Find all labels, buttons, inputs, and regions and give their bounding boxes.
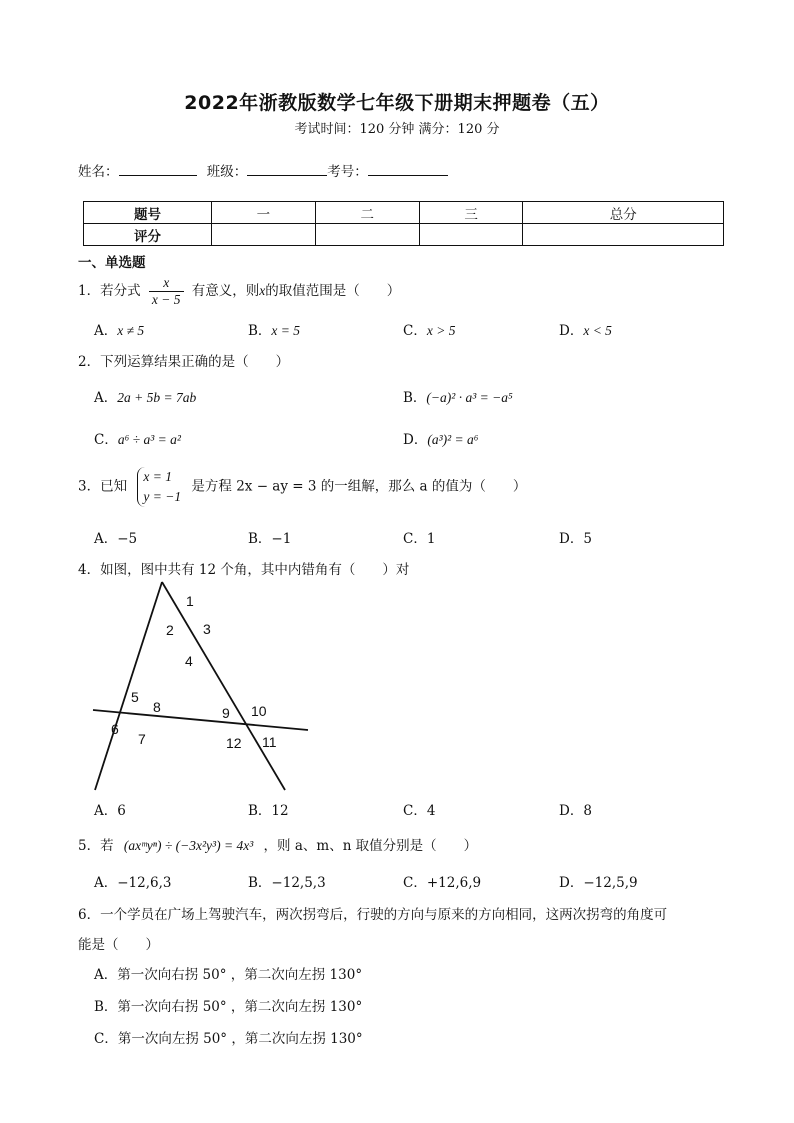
table-cell: 评分 xyxy=(84,224,212,246)
question-6-cont: 能是（ ） xyxy=(78,937,159,953)
option-d[interactable]: D．−12,5,9 xyxy=(559,875,638,891)
q5-text: ，则 a、m、n 取值分别是（ ） xyxy=(263,838,478,854)
q1-text: 有意义，则 xyxy=(191,283,260,299)
line-transversal xyxy=(93,710,308,730)
option-a[interactable]: A．6 xyxy=(94,803,126,819)
option-a[interactable]: A．第一次向右拐 50° ，第二次向左拐 130° xyxy=(94,967,363,983)
option-c[interactable]: C．4 xyxy=(403,803,436,819)
table-cell: 一 xyxy=(212,202,316,224)
angle-label: 10 xyxy=(251,703,267,719)
angle-label: 4 xyxy=(185,653,193,669)
id-label: 考号： xyxy=(327,164,368,180)
option-b[interactable]: B．x = 5 xyxy=(248,323,301,339)
q1-label: 1．若分式 xyxy=(78,283,141,299)
angle-label: 1 xyxy=(186,593,194,609)
table-row xyxy=(84,224,724,246)
option-d[interactable]: D．(a³)² = a⁶ xyxy=(403,432,479,448)
angle-label: 9 xyxy=(222,705,230,721)
option-a[interactable]: A．x ≠ 5 xyxy=(94,323,145,339)
table-cell: 二 xyxy=(315,202,419,224)
option-b[interactable]: B．第一次向右拐 50° ，第二次向左拐 130° xyxy=(94,999,363,1015)
option-a[interactable]: A．−5 xyxy=(94,531,138,547)
fraction xyxy=(149,275,184,308)
option-b[interactable]: B．12 xyxy=(248,803,289,819)
numerator: x xyxy=(149,275,184,292)
table-cell: 三 xyxy=(419,202,523,224)
line-right xyxy=(162,582,285,790)
question-4: 4．如图，图中共有 12 个角，其中内错角有（ ）对 xyxy=(78,562,410,578)
question-3 xyxy=(78,467,526,507)
angle-label: 6 xyxy=(111,721,119,737)
angle-label: 7 xyxy=(138,731,146,747)
option-c[interactable]: C．a⁶ ÷ a³ = a² xyxy=(94,432,181,448)
option-c[interactable]: C．+12,6,9 xyxy=(403,875,482,891)
option-c[interactable]: C．x > 5 xyxy=(403,323,456,339)
question-5 xyxy=(78,834,477,854)
option-b[interactable]: B．−1 xyxy=(248,531,292,547)
angle-label: 3 xyxy=(203,621,211,637)
name-label: 姓名： xyxy=(78,164,119,180)
equation: x = 1 xyxy=(143,469,172,484)
q5-label: 5．若 xyxy=(78,838,114,854)
angle-label: 8 xyxy=(153,699,161,715)
table-cell: 总分 xyxy=(523,202,724,224)
equation-system xyxy=(137,467,181,507)
q1-text2: 的取值范围是（ ） xyxy=(265,283,401,299)
table-row xyxy=(84,202,724,224)
page-title: 2022年浙教版数学七年级下册期末押题卷（五） xyxy=(184,92,610,114)
option-d[interactable]: D．8 xyxy=(559,803,592,819)
option-a[interactable]: A．−12,6,3 xyxy=(94,875,172,891)
exam-meta: 考试时间：120 分钟 满分：120 分 xyxy=(294,122,500,137)
class-field[interactable] xyxy=(247,163,327,176)
q1-var: x xyxy=(259,283,266,298)
option-a[interactable]: A．2a + 5b = 7ab xyxy=(94,390,197,406)
question-1 xyxy=(78,275,400,308)
score-input[interactable] xyxy=(419,224,523,246)
angle-label: 5 xyxy=(131,689,139,705)
name-field[interactable] xyxy=(119,163,197,176)
score-input[interactable] xyxy=(315,224,419,246)
table-cell: 题号 xyxy=(84,202,212,224)
equation: y = −1 xyxy=(143,489,182,504)
angle-label: 2 xyxy=(166,622,174,638)
id-field[interactable] xyxy=(368,163,448,176)
class-label: 班级： xyxy=(206,164,248,180)
option-c[interactable]: C．第一次向左拐 50° ，第二次向左拐 130° xyxy=(94,1031,363,1047)
score-table xyxy=(83,201,724,246)
angle-label: 12 xyxy=(226,735,242,751)
student-info xyxy=(78,160,448,180)
option-b[interactable]: B．−12,5,3 xyxy=(248,875,326,891)
score-input[interactable] xyxy=(523,224,724,246)
q5-expression: (axᵐyⁿ) ÷ (−3x²y³) = 4x³ xyxy=(123,838,254,853)
q3-text: 是方程 2x − ay = 3 的一组解，那么 a 的值为（ ） xyxy=(191,478,527,495)
angle-figure xyxy=(85,580,315,795)
denominator: x − 5 xyxy=(151,292,181,307)
question-2: 2．下列运算结果正确的是（ ） xyxy=(78,354,290,370)
option-d[interactable]: D．5 xyxy=(559,531,592,547)
score-input[interactable] xyxy=(212,224,316,246)
option-b[interactable]: B．(−a)² · a³ = −a⁵ xyxy=(403,390,513,406)
line-left xyxy=(95,582,162,790)
option-d[interactable]: D．x < 5 xyxy=(559,323,612,339)
angle-label: 11 xyxy=(262,734,277,750)
option-c[interactable]: C．1 xyxy=(403,531,436,547)
question-6: 6．一个学员在广场上驾驶汽车，两次拐弯后，行驶的方向与原来的方向相同，这两次拐弯的角度可 xyxy=(78,907,668,923)
section-heading: 一、单选题 xyxy=(78,255,146,271)
q3-label: 3．已知 xyxy=(78,478,128,495)
